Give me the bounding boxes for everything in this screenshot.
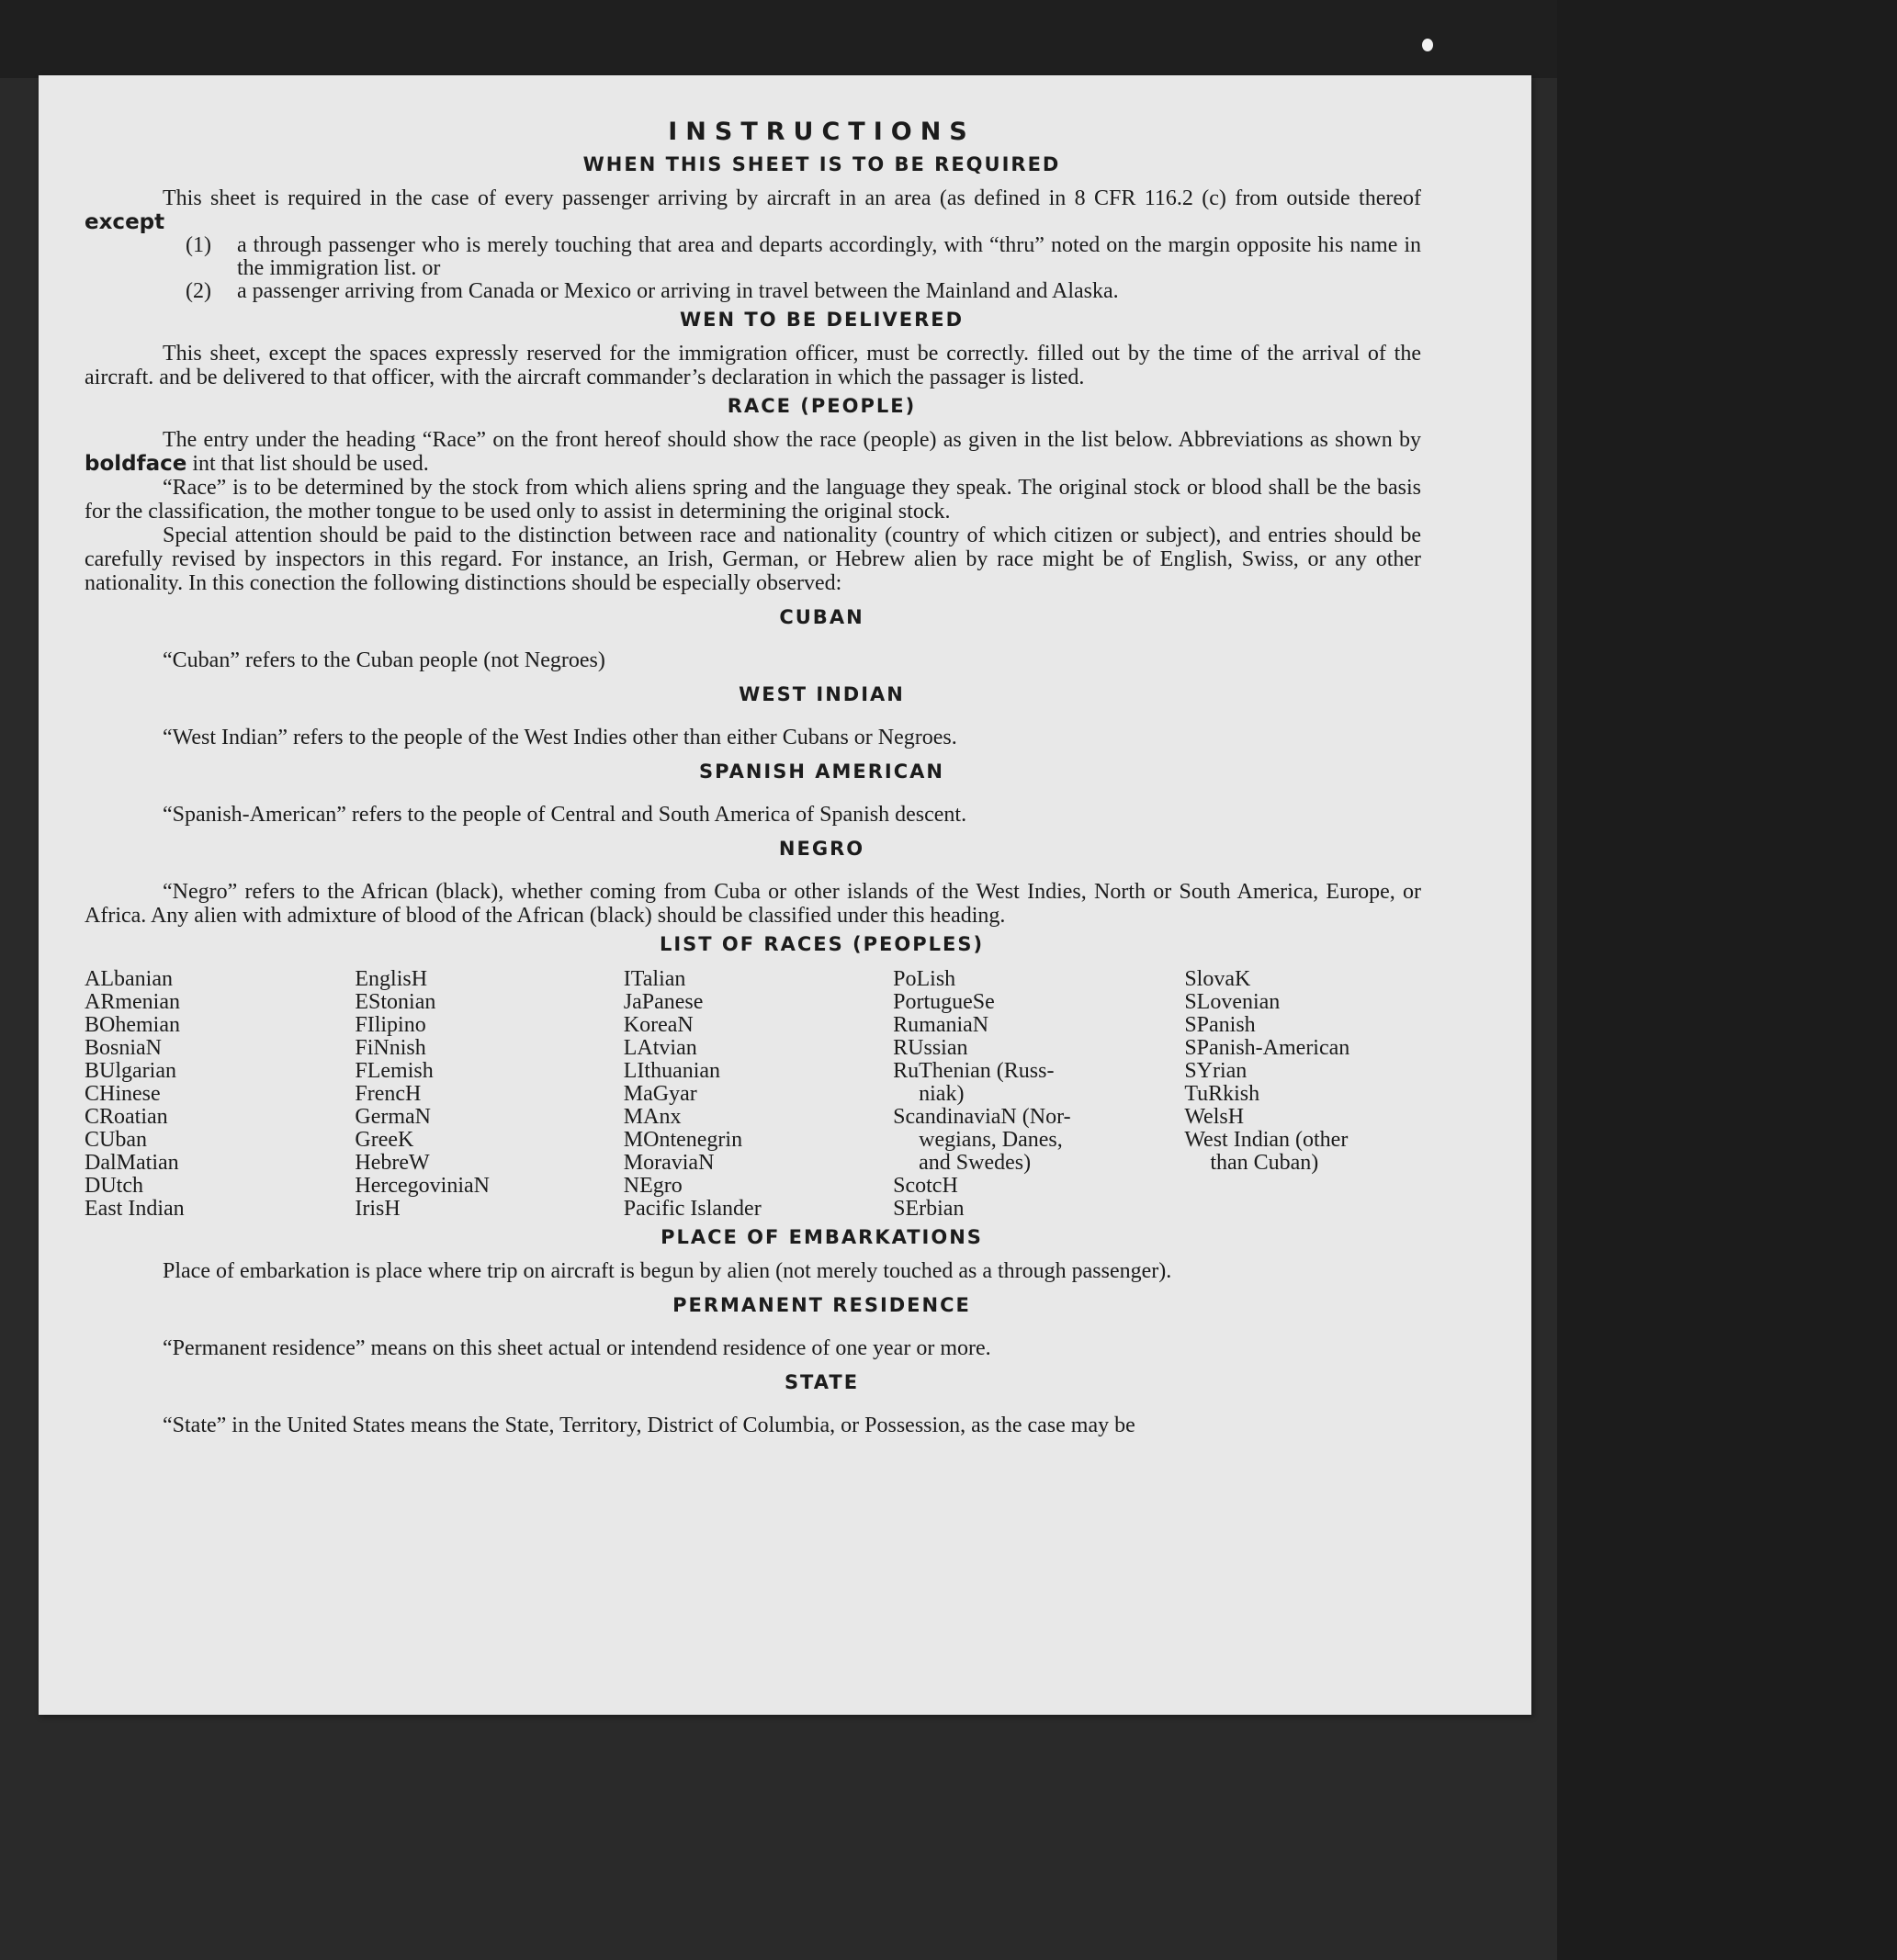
race-entry-continuation: niak) [919, 1082, 965, 1106]
race-entry: EStonian [355, 990, 436, 1014]
race-entry: BOhemian [85, 1013, 180, 1037]
keyword-except: except [85, 210, 165, 234]
races-column-1 [85, 968, 355, 1221]
delivered-text: This sheet, except the spaces expressly reserved for the immigration officer, must be correctly. filled out by the time of the arrival of the aircraft. and be delivered to that officer, with the aircraft commander’s declaration in which the passager is listed. [85, 342, 1421, 389]
race-paragraph-1: The entry under the heading “Race” on the front hereof should show the race (people) as given in the list below. Abbreviations as shown by boldface int that list should be used. [85, 428, 1421, 476]
page-title: INSTRUCTIONS [668, 118, 976, 146]
race-entry: CUban [85, 1128, 147, 1152]
heading-race: RACE (PEOPLE) [727, 395, 917, 417]
race-entry: BUlgarian [85, 1059, 176, 1083]
race-entry: LAtvian [623, 1036, 697, 1060]
heading-cuban: CUBAN [779, 606, 864, 628]
heading-delivered: WEN TO BE DELIVERED [679, 309, 965, 331]
negro-text: “Negro” refers to the African (black), whether coming from Cuba or other islands of the West Indies, North or South America, Europe, or Africa. Any alien with admixture of blood of the African (black) should be classified under this heading. [85, 880, 1421, 928]
state-text: “State” in the United States means the State, Territory, District of Columbia, or Possession, as the case may be [163, 1414, 1135, 1437]
race-paragraph-3: Special attention should be paid to the distinction between race and nationality (country of which citizen or subject), and entries should be carefully revised by inspectors in this regard. For instance, an Irish, German, or Hebrew alien by race might be of English, Swiss, or any other nationality. In this conection the following distinctions should be especially observed: [85, 524, 1421, 595]
race-entry: DalMatian [85, 1151, 179, 1175]
race-entry: RuThenian (Russ- [893, 1059, 1055, 1083]
race-entry: SlovaK [1184, 967, 1251, 991]
heading-embarkation: PLACE OF EMBARKATIONS [661, 1226, 983, 1248]
races-column-2 [355, 968, 623, 1221]
required-intro: This sheet is required in the case of every passenger arriving by aircraft in an area (as defined in 8 CFR 116.2 (c) from outside thereof except [85, 186, 1421, 234]
race-entry: ARmenian [85, 990, 180, 1014]
race-entry: FiNnish [355, 1036, 426, 1060]
race-entry: EnglisH [355, 967, 428, 991]
race-entry: ScotcH [893, 1174, 958, 1198]
races-column-3 [624, 968, 893, 1221]
race-entry: SPanish-American [1184, 1036, 1350, 1060]
document-page [39, 75, 1531, 1715]
race-entry-continuation: wegians, Danes, [919, 1128, 1063, 1152]
heading-list-of-races: LIST OF RACES (PEOPLES) [659, 933, 985, 955]
races-list [85, 968, 1421, 1221]
race-entry: CRoatian [85, 1105, 168, 1129]
spanish-american-text: “Spanish-American” refers to the people of Central and South America of Spanish descent. [163, 803, 967, 827]
race-entry: NEgro [623, 1174, 683, 1198]
race-entry: FLemish [355, 1059, 434, 1083]
race-entry: TuRkish [1184, 1082, 1260, 1106]
permanent-residence-text: “Permanent residence” means on this sheet actual or intendend residence of one year or more. [163, 1336, 991, 1360]
race-entry: MOntenegrin [623, 1128, 743, 1152]
embarkation-text: Place of embarkation is place where trip on aircraft is begun by alien (not merely touched as a through passenger). [163, 1259, 1172, 1283]
race-entry: WelsH [1184, 1105, 1245, 1129]
race-entry: SLovenian [1184, 990, 1281, 1014]
heading-spanish-american: SPANISH AMERICAN [699, 760, 944, 783]
race-entry: East Indian [85, 1197, 185, 1221]
race-entry: KoreaN [623, 1013, 694, 1037]
race-entry: RUssian [893, 1036, 968, 1060]
race-entry: FIlipino [355, 1013, 426, 1037]
keyword-boldface: boldface [85, 452, 187, 476]
race-entry-continuation: and Swedes) [919, 1151, 1032, 1175]
race-entry: DUtch [85, 1174, 143, 1198]
race-entry: MAnx [623, 1105, 682, 1129]
races-column-4 [893, 968, 1184, 1221]
race-entry: IrisH [355, 1197, 401, 1221]
heading-permanent-residence: PERMANENT RESIDENCE [672, 1294, 971, 1316]
race-entry: GermaN [355, 1105, 432, 1129]
scan-speck [1422, 39, 1433, 51]
race-entry: FrencH [355, 1082, 422, 1106]
cuban-text: “Cuban” refers to the Cuban people (not Negroes) [163, 648, 605, 672]
race-entry: HercegoviniaN [355, 1174, 490, 1198]
race-entry: ScandinaviaN (Nor- [893, 1105, 1071, 1129]
races-column-5 [1184, 968, 1421, 1221]
race-entry: HebreW [355, 1151, 430, 1175]
west-indian-text: “West Indian” refers to the people of the West Indies other than either Cubans or Negroes. [163, 726, 957, 749]
race-entry: PortugueSe [893, 990, 995, 1014]
race-entry: BosniaN [85, 1036, 162, 1060]
race-entry: MaGyar [623, 1082, 697, 1106]
race-entry: SYrian [1184, 1059, 1248, 1083]
race-paragraph-2: “Race” is to be determined by the stock from which aliens spring and the language they speak. The original stock or blood shall be the basis for the classification, the mother tongue to be used only to assist in determining the original stock. [85, 476, 1421, 524]
race-entry: GreeK [355, 1128, 414, 1152]
heading-negro: NEGRO [778, 838, 865, 860]
exception-item-2: (2) a passenger arriving from Canada or Mexico or arriving in travel between the Mainland and Alaska. [186, 279, 1119, 303]
race-entry: ALbanian [85, 967, 173, 991]
race-entry: PoLish [893, 967, 956, 991]
race-entry: LIthuanian [623, 1059, 721, 1083]
race-entry: Pacific Islander [623, 1197, 762, 1221]
race-entry: CHinese [85, 1082, 161, 1106]
race-entry: SPanish [1184, 1013, 1256, 1037]
scan-background-right [1557, 0, 1897, 1960]
race-entry: JaPanese [623, 990, 704, 1014]
race-entry: RumaniaN [893, 1013, 989, 1037]
exception-item-1: (1) a through passenger who is merely touching that area and departs accordingly, with “thru” noted on the margin opposite his name in the immigration list. or [186, 233, 1421, 280]
heading-west-indian: WEST INDIAN [739, 683, 905, 705]
race-entry: MoraviaN [623, 1151, 715, 1175]
race-entry: West Indian (other [1184, 1128, 1349, 1152]
race-entry-continuation: than Cuban) [1210, 1151, 1319, 1175]
race-entry: ITalian [623, 967, 686, 991]
heading-required: WHEN THIS SHEET IS TO BE REQUIRED [582, 153, 1061, 175]
heading-state: STATE [784, 1371, 860, 1393]
race-entry: SErbian [893, 1197, 965, 1221]
